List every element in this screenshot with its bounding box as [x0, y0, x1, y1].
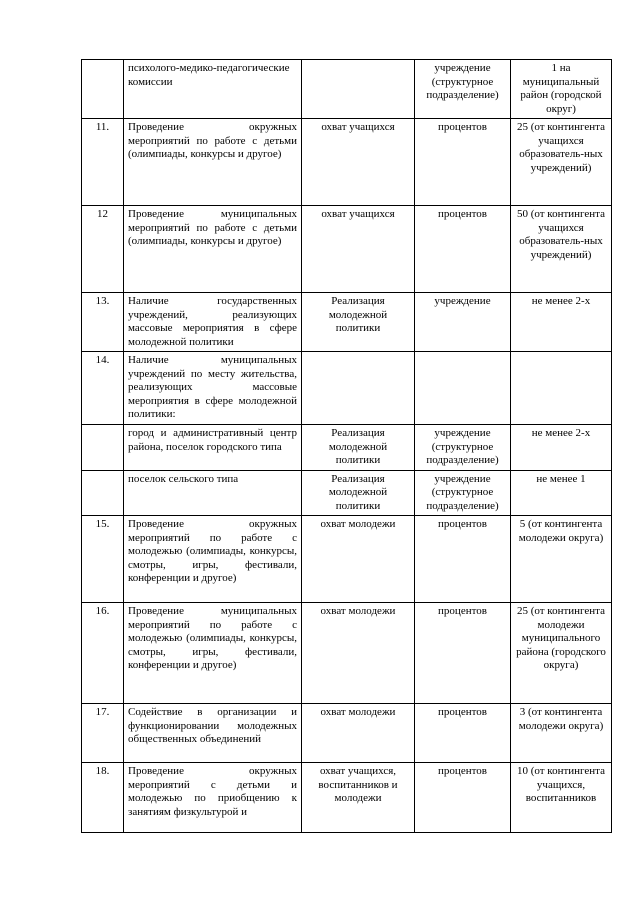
- unit-cell: [415, 352, 511, 425]
- table-row: [82, 516, 612, 603]
- indicator-cell: Содействие в организации и функционировании молодежных общественных объединений: [124, 704, 302, 763]
- unit-cell: учреждение: [415, 293, 511, 352]
- unit-cell: процентов: [415, 516, 511, 603]
- indicator-cell: Наличие муниципальных учреждений по месту жительства, реализующих массовые мероприятия в сфере молодежной политики:: [124, 352, 302, 425]
- indicator-cell: Проведение муниципальных мероприятий по работе с детьми (олимпиады, конкурсы и другое): [124, 206, 302, 293]
- criterion-cell: Реализация молодежной политики: [302, 470, 415, 516]
- value-cell: не менее 2-х: [511, 425, 612, 471]
- indicator-cell: город и административный центр района, поселок городского типа: [124, 425, 302, 471]
- value-cell: 1 на муниципальный район (городской округ): [511, 60, 612, 119]
- criterion-cell: охват молодежи: [302, 603, 415, 704]
- row-number: 13.: [82, 293, 124, 352]
- table-row: [82, 470, 612, 516]
- criterion-cell: охват учащихся, воспитанников и молодежи: [302, 763, 415, 833]
- unit-cell: процентов: [415, 603, 511, 704]
- table-row: [82, 763, 612, 833]
- criterion-cell: охват учащихся: [302, 206, 415, 293]
- row-number: [82, 60, 124, 119]
- criterion-cell: [302, 352, 415, 425]
- table-row: [82, 352, 612, 425]
- table-row: [82, 119, 612, 206]
- table-row: [82, 293, 612, 352]
- row-number: [82, 470, 124, 516]
- criterion-cell: охват молодежи: [302, 516, 415, 603]
- unit-cell: учреждение (структурное подразделение): [415, 470, 511, 516]
- value-cell: не менее 2-х: [511, 293, 612, 352]
- table-row: [82, 206, 612, 293]
- row-number: 16.: [82, 603, 124, 704]
- unit-cell: процентов: [415, 763, 511, 833]
- table-row: [82, 60, 612, 119]
- row-number: [82, 425, 124, 471]
- unit-cell: учреждение (структурное подразделение): [415, 60, 511, 119]
- value-cell: 10 (от контингента учащихся, воспитанников: [511, 763, 612, 833]
- criterion-cell: охват молодежи: [302, 704, 415, 763]
- row-number: 14.: [82, 352, 124, 425]
- row-number: 12: [82, 206, 124, 293]
- table-row: [82, 704, 612, 763]
- criterion-cell: [302, 60, 415, 119]
- value-cell: 3 (от контингента молодежи округа): [511, 704, 612, 763]
- table-row: [82, 425, 612, 471]
- row-number: 17.: [82, 704, 124, 763]
- standards-table: [81, 59, 612, 833]
- indicator-cell: Проведение окружных мероприятий по работе с молодежью (олимпиады, конкурсы, смотры, игры, фестивали, конференции и другое): [124, 516, 302, 603]
- value-cell: [511, 352, 612, 425]
- value-cell: 50 (от контингента учащихся образователь-ных учреждений): [511, 206, 612, 293]
- indicator-cell: психолого-медико-педагогические комиссии: [124, 60, 302, 119]
- unit-cell: процентов: [415, 119, 511, 206]
- row-number: 18.: [82, 763, 124, 833]
- value-cell: 5 (от контингента молодежи округа): [511, 516, 612, 603]
- row-number: 11.: [82, 119, 124, 206]
- indicator-cell: Проведение муниципальных мероприятий по работе с молодежью (олимпиады, конкурсы, смотры, игры, фестивали, конференции и другое): [124, 603, 302, 704]
- criterion-cell: Реализация молодежной политики: [302, 425, 415, 471]
- row-number: 15.: [82, 516, 124, 603]
- indicator-cell: Проведение окружных мероприятий по работе с детьми (олимпиады, конкурсы и другое): [124, 119, 302, 206]
- table-row: [82, 603, 612, 704]
- value-cell: 25 (от контингента молодежи муниципального района (городского округа): [511, 603, 612, 704]
- criterion-cell: Реализация молодежной политики: [302, 293, 415, 352]
- value-cell: не менее 1: [511, 470, 612, 516]
- unit-cell: процентов: [415, 704, 511, 763]
- unit-cell: учреждение (структурное подразделение): [415, 425, 511, 471]
- unit-cell: процентов: [415, 206, 511, 293]
- indicator-cell: Проведение окружных мероприятий с детьми и молодежью по приобщению к занятиям физкультурой и: [124, 763, 302, 833]
- indicator-cell: Наличие государственных учреждений, реализующих массовые мероприятия в сфере молодежной политики: [124, 293, 302, 352]
- value-cell: 25 (от контингента учащихся образователь-ных учреждений): [511, 119, 612, 206]
- indicator-cell: поселок сельского типа: [124, 470, 302, 516]
- criterion-cell: охват учащихся: [302, 119, 415, 206]
